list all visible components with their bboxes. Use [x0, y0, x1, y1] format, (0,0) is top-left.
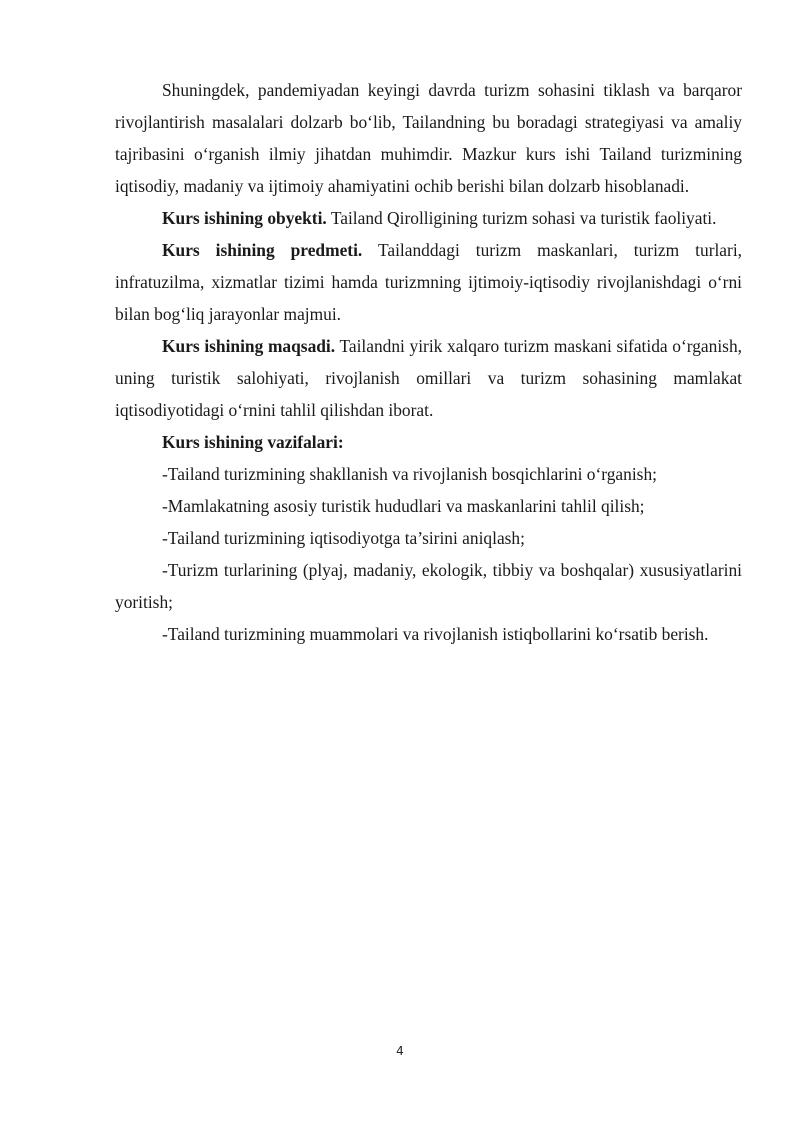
object-paragraph — [115, 202, 742, 234]
task-item: -Tailand turizmining iqtisodiyotga ta’sirini aniqlash; — [162, 528, 525, 548]
goal-paragraph — [115, 330, 742, 426]
goal-text: Tailandni yirik xalqaro turizm maskani sifatida o‘rganish, uning turistik salohiyati, rivojlanish omillari va turizm sohasining mamlakat iqtisodiyotidagi o‘rnini tahlil qilishdan iborat. — [115, 336, 742, 420]
intro-paragraph: Shuningdek, pandemiyadan keyingi davrda turizm sohasini tiklash va barqaror rivojlantirish masalalari dolzarb bo‘lib, Tailandning bu boradagi strategiyasi va amaliy tajribasini o‘rganish ilmiy jihatdan muhimdir. Mazkur kurs ishi Tailand turizmining iqtisodiy, madaniy va ijtimoiy ahamiyatini ochib berishi bilan dolzarb hisoblanadi. — [115, 80, 742, 196]
page-number: 4 — [396, 1044, 404, 1058]
task-item: -Turizm turlarining (plyaj, madaniy, ekologik, tibbiy va boshqalar) xususiyatlarini yoritish; — [115, 560, 742, 612]
page-body — [115, 74, 742, 650]
subject-paragraph — [115, 234, 742, 330]
task-item: -Mamlakatning asosiy turistik hududlari va maskanlarini tahlil qilish; — [162, 496, 645, 516]
goal-label: Kurs ishining maqsadi. — [162, 336, 336, 356]
tasks-heading: Kurs ishining vazifalari: — [162, 432, 344, 452]
object-text: Tailand Qirolligining turizm sohasi va turistik faoliyati. — [326, 208, 717, 228]
subject-text: Tailanddagi turizm maskanlari, turizm turlari, infratuzilma, xizmatlar tizimi hamda turizmning ijtimoiy-iqtisodiy rivojlanishdagi o‘rni bilan bog‘liq jarayonlar majmui. — [115, 240, 743, 324]
object-label: Kurs ishining obyekti. — [162, 208, 327, 228]
subject-label: Kurs ishining predmeti. — [162, 240, 363, 260]
task-item: -Tailand turizmining shakllanish va rivojlanish bosqichlarini o‘rganish; — [162, 464, 657, 484]
task-item: -Tailand turizmining muammolari va rivojlanish istiqbollarini ko‘rsatib berish. — [162, 624, 709, 644]
